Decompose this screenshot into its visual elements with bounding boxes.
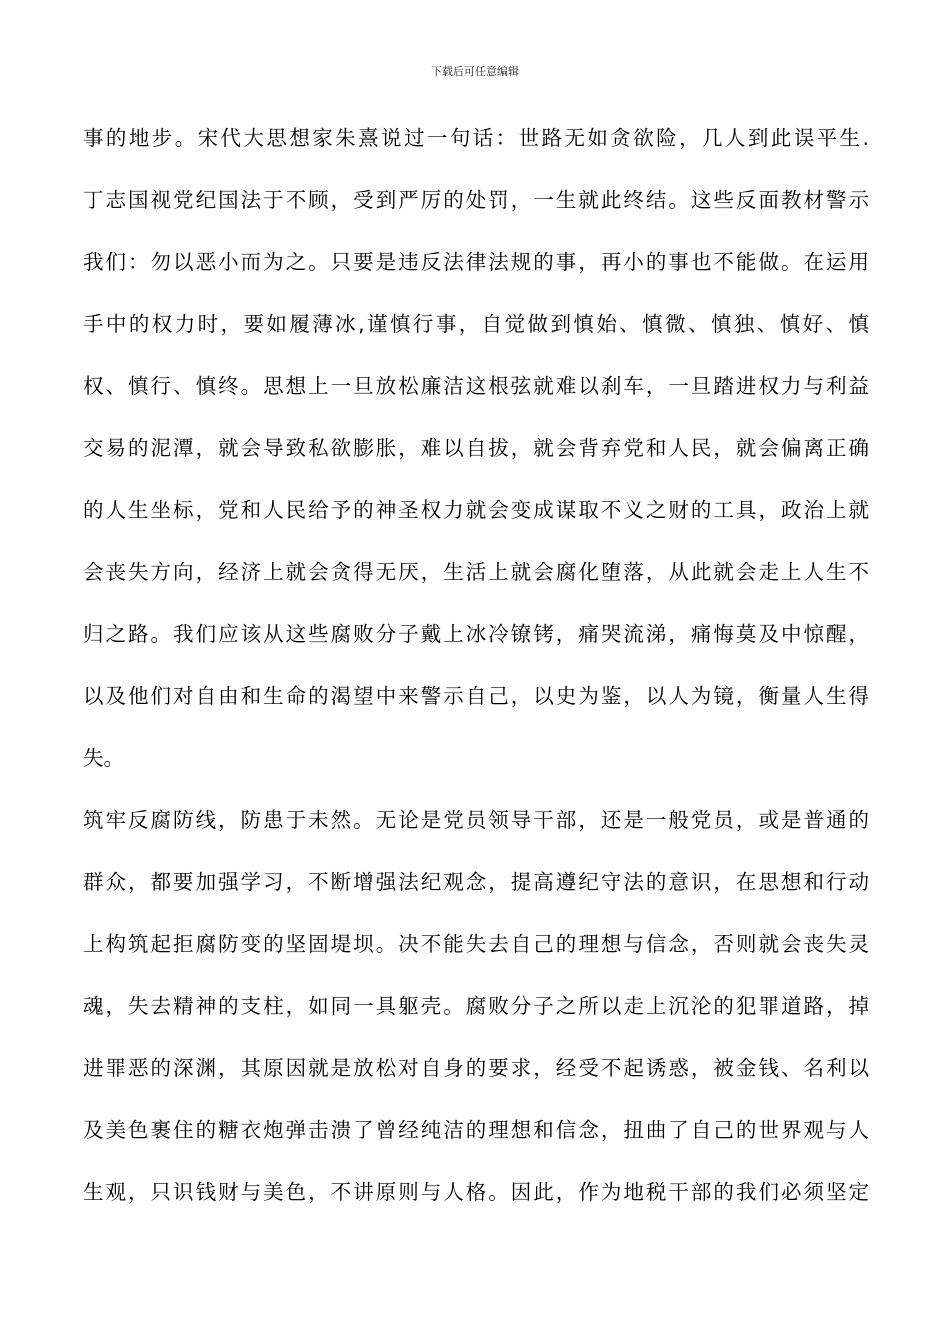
- text-line: 手中的权力时，要如履薄冰,谨慎行事，自觉做到慎始、慎微、慎独、慎好、慎: [83, 312, 869, 336]
- text-line: 上构筑起拒腐防变的坚固堤坝。决不能失去自己的理想与信念，否则就会丧失灵: [83, 932, 869, 956]
- text-line: 以及他们对自由和生命的渴望中来警示自己，以史为鉴，以人为镜，衡量人生得: [83, 684, 869, 708]
- text-line: 我们：勿以恶小而为之。只要是违反法律法规的事，再小的事也不能做。在运用: [83, 250, 869, 274]
- text-line: 及美色裹住的糖衣炮弹击溃了曾经纯洁的理想和信念，扭曲了自己的世界观与人: [83, 1118, 869, 1142]
- text-line: 群众，都要加强学习，不断增强法纪观念，提高遵纪守法的意识，在思想和行动: [83, 870, 869, 894]
- text-line: 的人生坐标，党和人民给予的神圣权力就会变成谋取不义之财的工具，政治上就: [83, 498, 869, 522]
- text-line: 丁志国视党纪国法于不顾，受到严厉的处罚，一生就此终结。这些反面教材警示: [83, 188, 869, 212]
- document-body: [83, 118, 869, 1234]
- text-line: 进罪恶的深渊，其原因就是放松对自身的要求，经受不起诱惑，被金钱、名利以: [83, 1056, 869, 1080]
- text-line: 魂，失去精神的支柱，如同一具躯壳。腐败分子之所以走上沉沦的犯罪道路，掉: [83, 994, 869, 1018]
- text-line: 交易的泥潭，就会导致私欲膨胀，难以自拔，就会背弃党和人民，就会偏离正确: [83, 436, 869, 460]
- page-header: 下载后可任意编辑: [431, 65, 519, 78]
- text-line: 归之路。我们应该从这些腐败分子戴上冰冷镣铐，痛哭流涕，痛悔莫及中惊醒，: [83, 622, 869, 646]
- paragraph-2: [83, 800, 869, 1234]
- text-line: 会丧失方向，经济上就会贪得无厌，生活上就会腐化堕落，从此就会走上人生不: [83, 560, 869, 584]
- text-line: 事的地步。宋代大思想家朱熹说过一句话：世路无如贪欲险，几人到此误平生.: [83, 126, 869, 150]
- text-line: 失。: [83, 746, 124, 770]
- text-line: 生观，只识钱财与美色，不讲原则与人格。因此，作为地税干部的我们必须坚定: [83, 1180, 869, 1204]
- text-line: 权、慎行、慎终。思想上一旦放松廉洁这根弦就难以刹车，一旦踏进权力与利益: [83, 374, 869, 398]
- paragraph-1: [83, 118, 869, 800]
- text-line: 筑牢反腐防线，防患于未然。无论是党员领导干部，还是一般党员，或是普通的: [83, 808, 869, 832]
